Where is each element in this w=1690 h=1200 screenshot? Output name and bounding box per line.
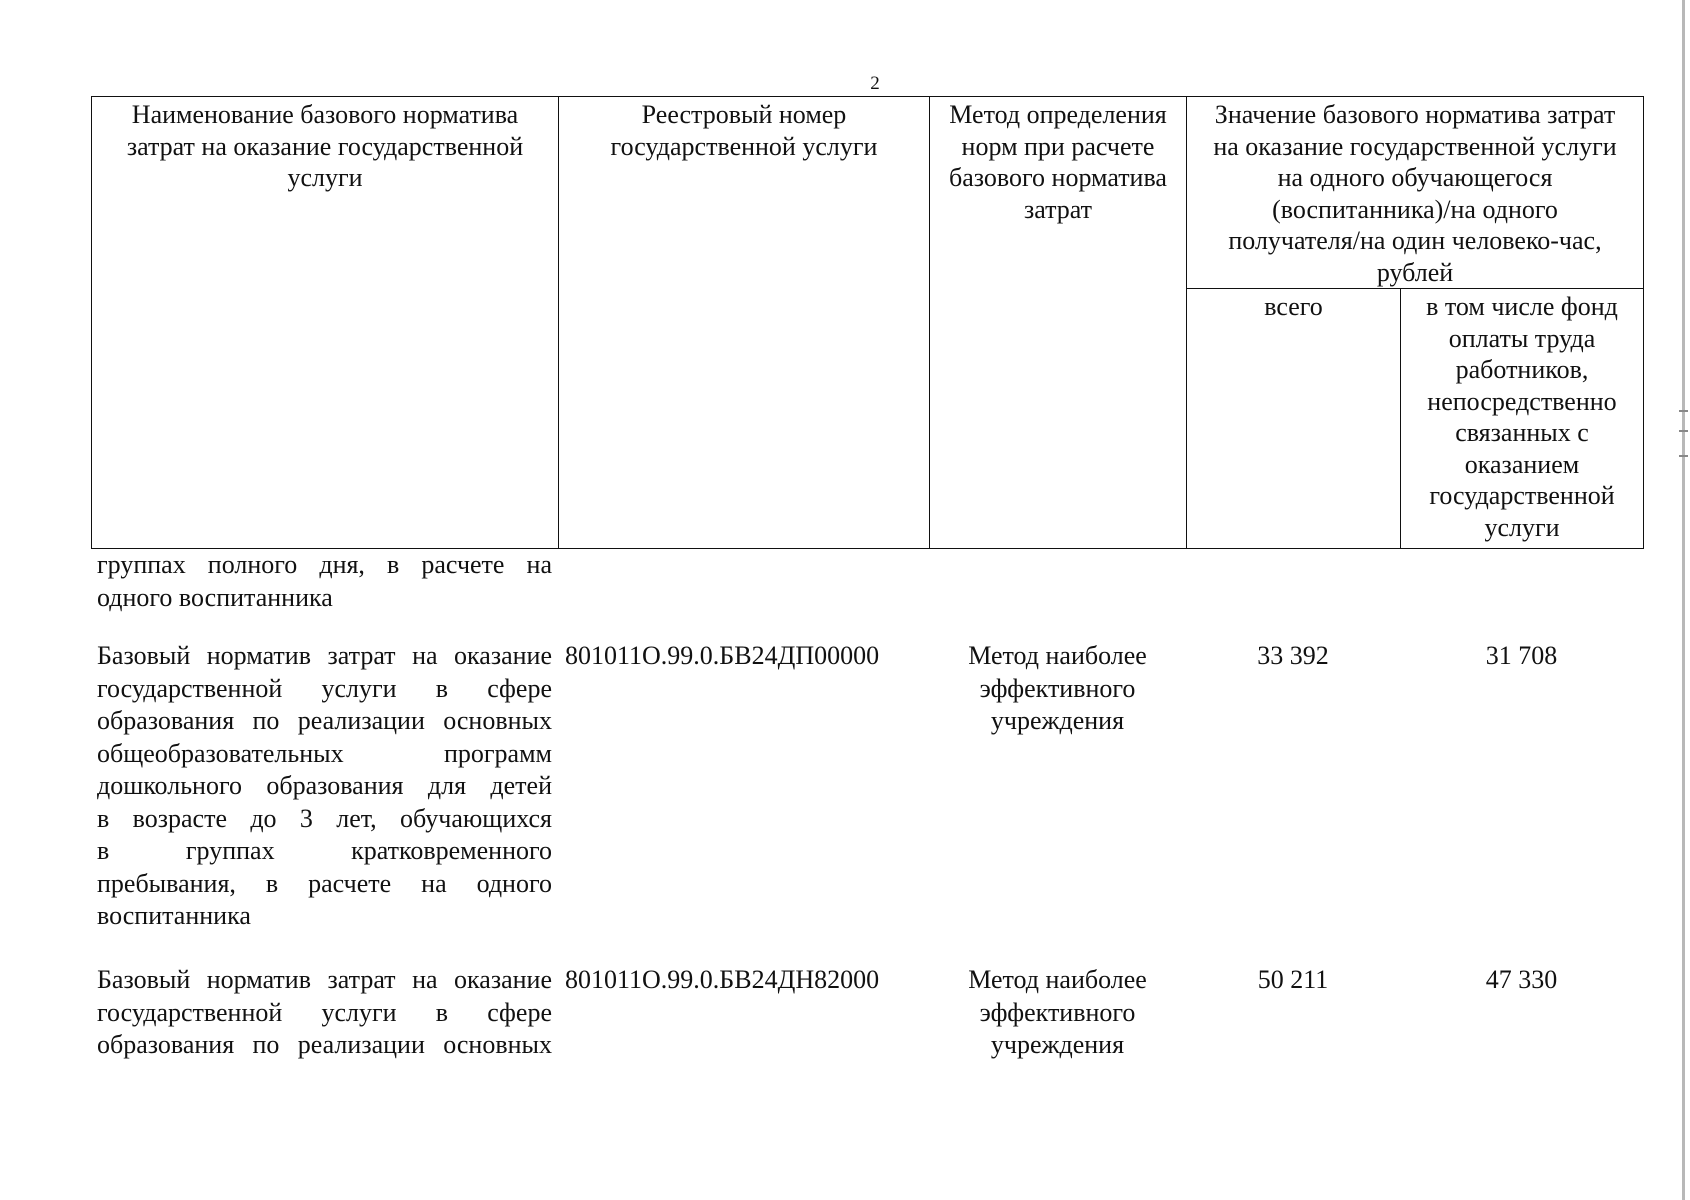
header-payroll-line: связанных с — [1455, 418, 1589, 447]
header-total-cell — [1187, 289, 1401, 549]
scan-tick — [1679, 430, 1688, 432]
header-payroll-line: оказанием — [1464, 449, 1580, 479]
header-name-cell — [92, 97, 559, 549]
row-2-payroll: 47 330 — [1485, 965, 1558, 994]
scan-edge — [1682, 0, 1685, 1200]
row-name-line: Базовый норматив затрат на оказание — [97, 641, 552, 670]
row-name-line: дошкольного образования для детей — [97, 771, 552, 800]
header-payroll-cell — [1401, 289, 1644, 549]
row-2-total: 50 211 — [1257, 965, 1329, 994]
row-name-line: пребывания, в расчете на одного — [97, 868, 552, 898]
header-value-line: Значение базового норматива затрат — [1214, 100, 1616, 129]
row-2-method — [930, 964, 1185, 1062]
continuation-line: группах полного дня, в расчете на — [97, 550, 552, 579]
header-name-line: услуги — [287, 163, 363, 192]
header-value-line: рублей — [1376, 257, 1454, 287]
continuation-line: одного воспитанника — [97, 582, 333, 612]
row-name-line: Базовый норматив затрат на оказание — [97, 965, 552, 994]
row-name-line: государственной услуги в сфере — [97, 997, 552, 1027]
header-registry-line: Реестровый номер — [641, 100, 847, 129]
header-payroll-line: услуги — [1484, 512, 1560, 542]
header-value-line: получателя/на один человеко-час, — [1228, 226, 1602, 255]
table-header — [91, 96, 1644, 549]
page-number: 2 — [870, 73, 880, 94]
row-1-method — [930, 640, 1185, 738]
row-name-line: образования по реализации основных — [97, 706, 552, 735]
header-method-line: норм при расчете — [961, 131, 1155, 161]
row-method-line: учреждения — [990, 706, 1125, 735]
header-value-line: на оказание государственной услуги — [1213, 131, 1617, 161]
row-method-line: эффективного — [979, 997, 1136, 1027]
row-name-line: государственной услуги в сфере — [97, 673, 552, 703]
row-2-registry: 801011О.99.0.БВ24ДН82000 — [565, 965, 880, 994]
header-value-line: на одного обучающегося — [1277, 163, 1553, 192]
header-method-line: Метод определения — [949, 100, 1167, 129]
header-total-label: всего — [1264, 292, 1323, 321]
row-name-line: в возрасте до 3 лет, обучающихся — [97, 803, 552, 833]
row-name-line: в группах кратковременного — [97, 836, 552, 865]
header-method-line: базового норматива — [949, 163, 1167, 192]
header-payroll-line: работников, — [1455, 355, 1589, 384]
header-method-line: затрат — [1023, 194, 1093, 224]
row-1-payroll: 31 708 — [1485, 641, 1558, 670]
header-payroll-line: оплаты труда — [1448, 323, 1596, 353]
header-method-cell — [930, 97, 1187, 549]
row-2-name — [97, 964, 552, 1062]
row-1-name — [97, 640, 552, 933]
header-registry-cell — [559, 97, 930, 549]
row-method-line: Метод наиболее — [968, 965, 1147, 994]
row-name-line: воспитанника — [97, 901, 251, 930]
header-payroll-line: государственной — [1429, 481, 1615, 510]
header-value-cell — [1187, 97, 1644, 289]
header-name-line: затрат на оказание государственной — [126, 131, 524, 161]
header-payroll-line: непосредственно — [1427, 386, 1617, 416]
row-method-line: Метод наиболее — [968, 641, 1147, 670]
row-name-line: образования по реализации основных — [97, 1030, 552, 1059]
row-1-registry: 801011О.99.0.БВ24ДП00000 — [565, 641, 880, 670]
row-1-total: 33 392 — [1257, 641, 1329, 670]
header-registry-line: государственной услуги — [610, 131, 878, 161]
row-name-line: общеобразовательных программ — [97, 738, 552, 768]
continuation-text — [97, 549, 552, 614]
header-name-line: Наименование базового норматива — [131, 100, 519, 129]
header-value-line: (воспитанника)/на одного — [1272, 194, 1558, 224]
header-payroll-line: в том числе фонд — [1426, 292, 1618, 321]
row-method-line: учреждения — [990, 1030, 1125, 1059]
scan-tick — [1679, 410, 1688, 412]
scan-tick — [1679, 455, 1688, 457]
row-method-line: эффективного — [979, 673, 1136, 703]
